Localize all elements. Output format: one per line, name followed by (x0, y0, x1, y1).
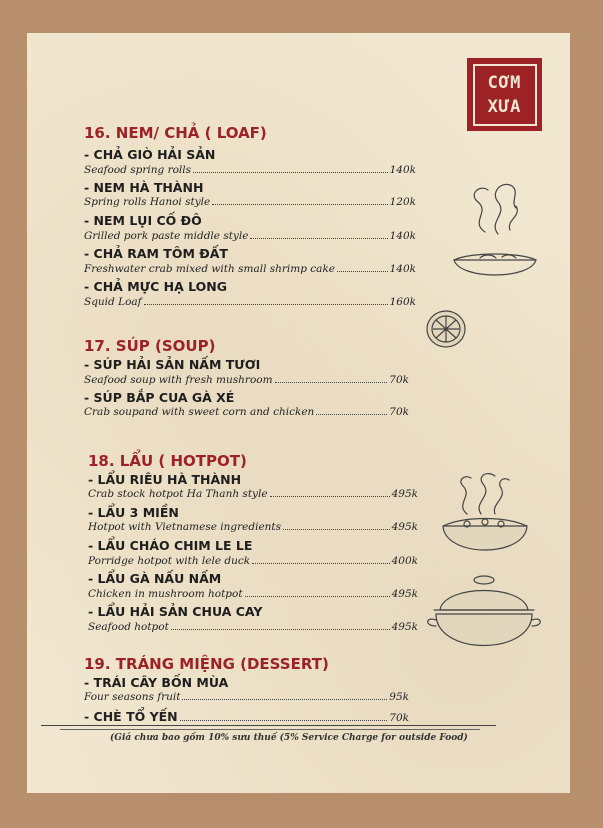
dish-price: 140k (389, 263, 416, 275)
leader-dots (270, 496, 390, 497)
dish-price: 495k (391, 488, 418, 500)
pot-with-lid-icon (422, 570, 544, 662)
dish-description: Spring rolls Hanoi style (84, 196, 211, 208)
dish-row (88, 488, 418, 500)
leader-dots (212, 204, 387, 205)
dish-name: - LẨU GÀ NẤU NẤM (88, 571, 222, 586)
leader-dots (182, 699, 387, 700)
dish-row (84, 709, 409, 724)
soup-bowl-icon (450, 172, 540, 284)
dish-row (88, 621, 418, 633)
dish-name: - SÚP HẢI SẢN NẤM TƯƠI (84, 357, 261, 372)
leader-dots (144, 304, 388, 305)
dish-name: - TRÁI CÂY BỐN MÙA (84, 675, 229, 690)
dish-name: - NEM LỤI CỐ ĐÔ (84, 213, 202, 228)
section-title-hotpot: 18. LẨU ( HOTPOT) (88, 452, 247, 470)
dish-description: Grilled pork paste middle style (84, 230, 249, 242)
dish-name: - SÚP BẮP CUA GÀ XÉ (84, 390, 235, 405)
leader-dots (193, 172, 388, 173)
footnote: (Giá chưa bao gồm 10% sưu thuế (5% Service Charge for outside Food) (110, 733, 468, 743)
dish-price: 400k (391, 555, 418, 567)
dish-price: 95k (389, 691, 409, 703)
dish-price: 140k (389, 164, 416, 176)
logo-line-2: XƯA (487, 96, 522, 117)
dish-name: - LẨU 3 MIỀN (88, 505, 179, 520)
dish-description: Four seasons fruit (84, 691, 181, 703)
section-title-soup: 17. SÚP (SOUP) (84, 337, 216, 355)
footer-rule-thin (60, 729, 480, 730)
dish-description: Freshwater crab mixed with small shrimp cake (84, 263, 336, 275)
leader-dots (316, 414, 387, 415)
dish-description: Seafood soup with fresh mushroom (84, 374, 273, 386)
dish-row (88, 588, 418, 600)
dish-name: - CHẢ GIÒ HẢI SẢN (84, 147, 216, 162)
dish-row (88, 555, 418, 567)
dish-row (84, 691, 409, 703)
leader-dots (250, 238, 387, 239)
footer-rule (41, 725, 496, 726)
dish-price: 495k (391, 521, 418, 533)
dish-name: - CHÈ TỔ YẾN (84, 709, 178, 724)
dish-name: - LẨU RIÊU HÀ THÀNH (88, 472, 242, 487)
dish-row (88, 521, 418, 533)
dish-price: 140k (389, 230, 416, 242)
dish-price: 70k (389, 712, 409, 724)
leader-dots (337, 271, 388, 272)
dish-name: - CHẢ RAM TÔM ĐẤT (84, 246, 228, 261)
dish-row (84, 296, 416, 308)
dish-name: - CHẢ MỰC HẠ LONG (84, 279, 227, 294)
dish-description: Crab soupand with sweet corn and chicken (84, 406, 315, 418)
leader-dots (180, 720, 388, 721)
dish-description: Chicken in mushroom hotpot (88, 588, 243, 600)
leader-dots (252, 563, 389, 564)
dish-description: Seafood spring rolls (84, 164, 192, 176)
dish-description: Squid Loaf (84, 296, 142, 308)
section-title-loaf: 16. NEM/ CHẢ ( LOAF) (84, 124, 267, 142)
leader-dots (283, 529, 390, 530)
restaurant-logo (467, 58, 542, 131)
logo-line-1: CƠM (487, 72, 522, 93)
dish-row (84, 230, 416, 242)
dish-price: 70k (389, 406, 409, 418)
dish-price: 495k (391, 588, 418, 600)
dish-price: 160k (389, 296, 416, 308)
leader-dots (275, 382, 388, 383)
dish-row (84, 374, 409, 386)
lime-slice-icon (424, 308, 468, 350)
dish-row (84, 164, 416, 176)
dish-name: - NEM HÀ THÀNH (84, 180, 204, 195)
leader-dots (245, 596, 390, 597)
dish-description: Hotpot with Vietnamese ingredients (88, 521, 282, 533)
dish-name: - LẨU HẢI SẢN CHUA CAY (88, 604, 263, 619)
dish-description: Seafood hotpot (88, 621, 169, 633)
dish-description: Porridge hotpot with lele duck (88, 555, 251, 567)
dish-price: 120k (389, 196, 416, 208)
section-title-dessert: 19. TRÁNG MIỆNG (DESSERT) (84, 655, 329, 673)
dish-description: Crab stock hotpot Ha Thanh style (88, 488, 268, 500)
dish-price: 70k (389, 374, 409, 386)
dish-row (84, 406, 409, 418)
hotpot-bowl-icon (437, 470, 533, 566)
dish-row (84, 196, 416, 208)
dish-price: 495k (391, 621, 418, 633)
dish-name: - LẨU CHÁO CHIM LE LE (88, 538, 253, 553)
leader-dots (171, 629, 390, 630)
dish-row (84, 263, 416, 275)
